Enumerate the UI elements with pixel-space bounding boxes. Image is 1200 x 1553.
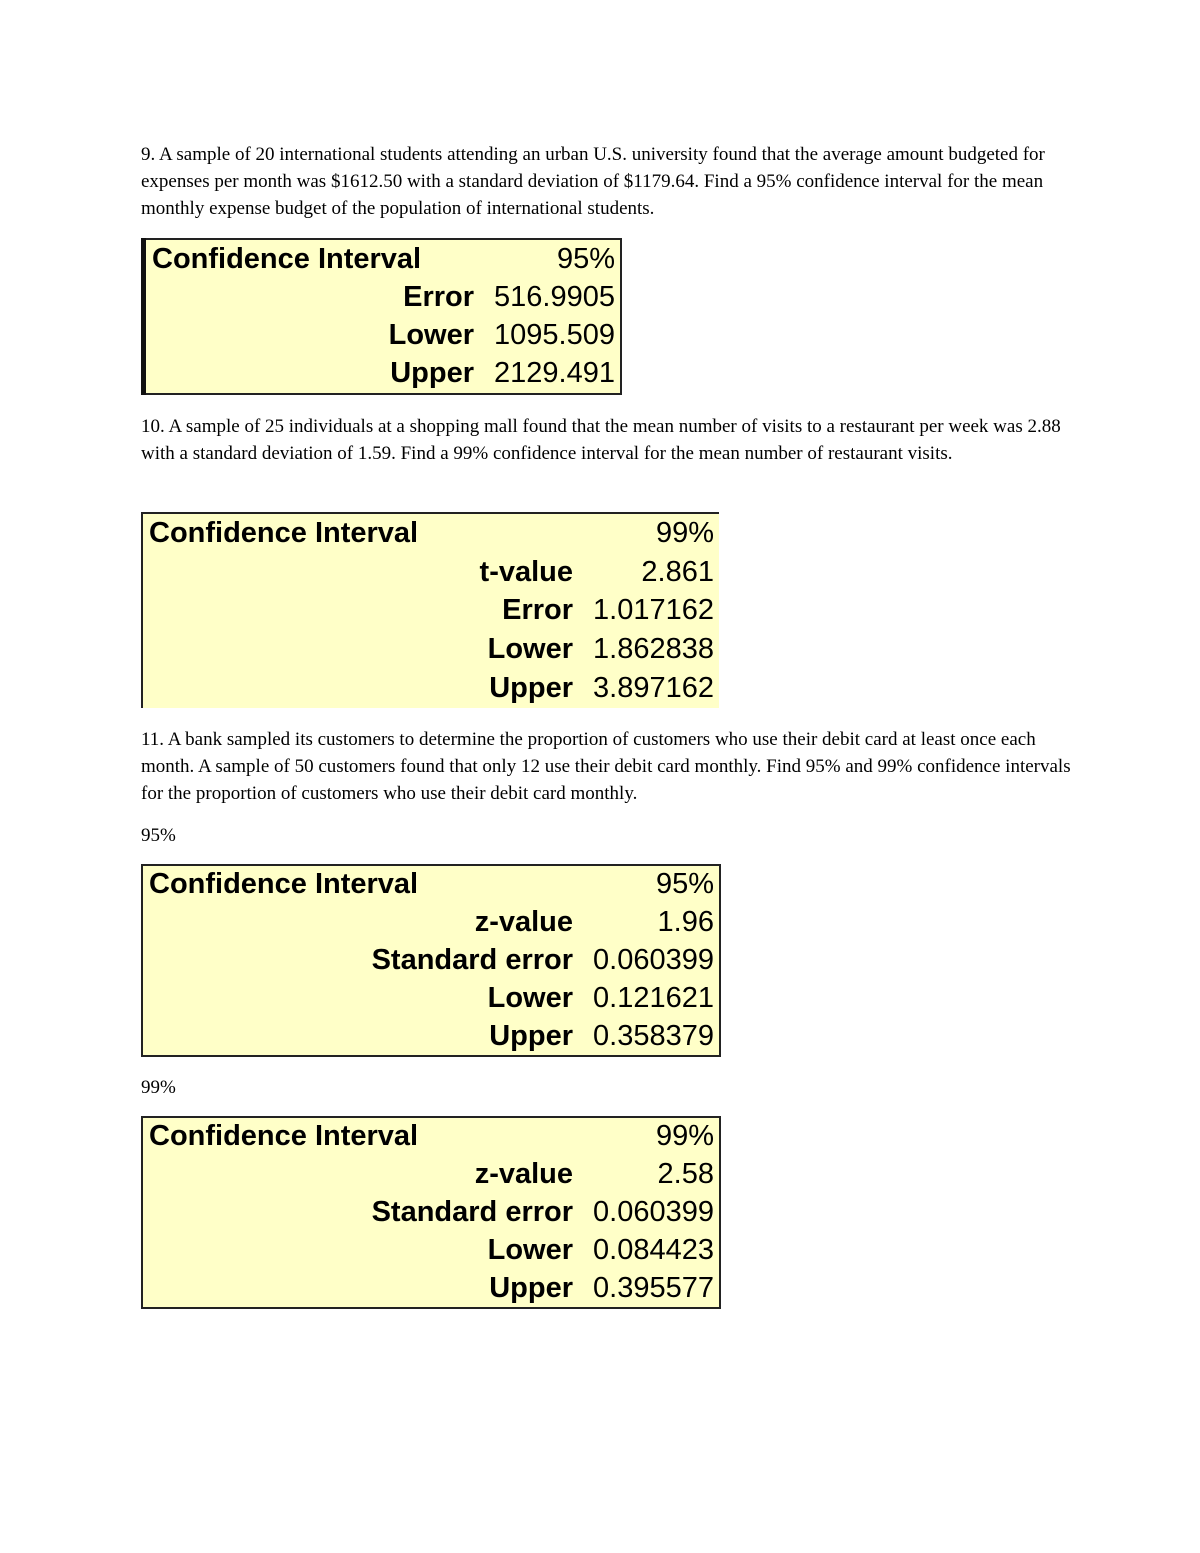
row-value-lower: 1.862838 [593, 633, 714, 666]
table-row [142, 669, 719, 708]
table-row [142, 942, 720, 980]
row-value-error: 1.017162 [593, 594, 714, 627]
row-label-error: Error [502, 594, 574, 627]
confidence-interval-table-q11-99 [141, 1116, 721, 1309]
row-label-z-value: z-value [474, 906, 574, 939]
section-label-99: 99% [141, 1077, 176, 1098]
table-row [144, 355, 622, 394]
row-label-lower: Lower [388, 319, 475, 352]
row-value-standard-error: 0.060399 [593, 1195, 714, 1228]
row-value-z-value: 2.58 [657, 1158, 714, 1191]
row-label-standard-error: Standard error [371, 1195, 574, 1228]
question-11-text: 11. A bank sampled its customers to determine the proportion of customers who use their debit card at least once each month. A sample of 50 customers found that only 12 use their debit card monthly. Find 95% and 99% confidence intervals for the proportion of customers who use their debit card monthly. [141, 729, 1071, 804]
section-label-95: 95% [141, 825, 176, 846]
confidence-interval-table-q9 [141, 238, 622, 395]
confidence-level: 95% [556, 242, 615, 275]
table-row [142, 1017, 720, 1056]
row-label-lower: Lower [487, 1233, 574, 1266]
row-value-upper: 0.358379 [593, 1019, 714, 1052]
row-label-z-value: z-value [474, 1158, 574, 1191]
row-label-lower: Lower [487, 633, 574, 666]
confidence-interval-table-q10 [141, 512, 719, 708]
confidence-level: 99% [655, 516, 714, 549]
row-label-error: Error [403, 280, 475, 313]
table-row [142, 979, 720, 1017]
question-9-text: 9. A sample of 20 international students attending an urban U.S. university found that the average amount budgeted for expenses per month was $1612.50 with a standard deviation of $1179.64. Find a 95% confidence interval for the mean monthly expense budget of the population of international students. [141, 144, 1045, 219]
row-value-upper: 2129.491 [494, 357, 615, 390]
row-label-standard-error: Standard error [371, 943, 574, 976]
row-value-upper: 3.897162 [593, 672, 714, 705]
table-row [142, 1231, 720, 1269]
table-row [144, 316, 622, 354]
table-row [142, 1156, 720, 1194]
row-value-upper: 0.395577 [593, 1271, 714, 1304]
table-row [142, 904, 720, 942]
row-label-upper: Upper [489, 1019, 574, 1052]
row-value-z-value: 1.96 [657, 906, 714, 939]
table-title: Confidence Interval [152, 242, 422, 275]
table-header-row [142, 513, 719, 553]
table-row [142, 630, 719, 669]
table-title: Confidence Interval [149, 868, 419, 901]
row-label-t-value: t-value [479, 555, 574, 588]
confidence-level: 95% [655, 868, 714, 901]
table-row [142, 1269, 720, 1308]
row-value-standard-error: 0.060399 [593, 943, 714, 976]
row-label-upper: Upper [489, 1271, 574, 1304]
row-label-upper: Upper [489, 672, 574, 705]
row-label-upper: Upper [390, 357, 475, 390]
table-row [142, 553, 719, 592]
row-label-lower: Lower [487, 981, 574, 1014]
row-value-error: 516.9905 [494, 280, 615, 313]
row-value-lower: 1095.509 [494, 319, 615, 352]
table-row [144, 278, 622, 316]
table-header-row [142, 1117, 720, 1156]
table-header-row [144, 239, 622, 278]
row-value-lower: 0.121621 [593, 981, 714, 1014]
table-row [142, 592, 719, 631]
table-row [142, 1194, 720, 1232]
table-title: Confidence Interval [149, 1120, 419, 1153]
confidence-interval-table-q11-95 [141, 864, 721, 1057]
row-value-lower: 0.084423 [593, 1233, 714, 1266]
confidence-level: 99% [655, 1120, 714, 1153]
table-header-row [142, 865, 720, 904]
row-value-t-value: 2.861 [641, 555, 714, 588]
table-title: Confidence Interval [149, 516, 419, 549]
question-10-text: 10. A sample of 25 individuals at a shopping mall found that the mean number of visits to a restaurant per week was 2.88 with a standard deviation of 1.59. Find a 99% confidence interval for the mean number of restaurant visits. [141, 416, 1061, 464]
